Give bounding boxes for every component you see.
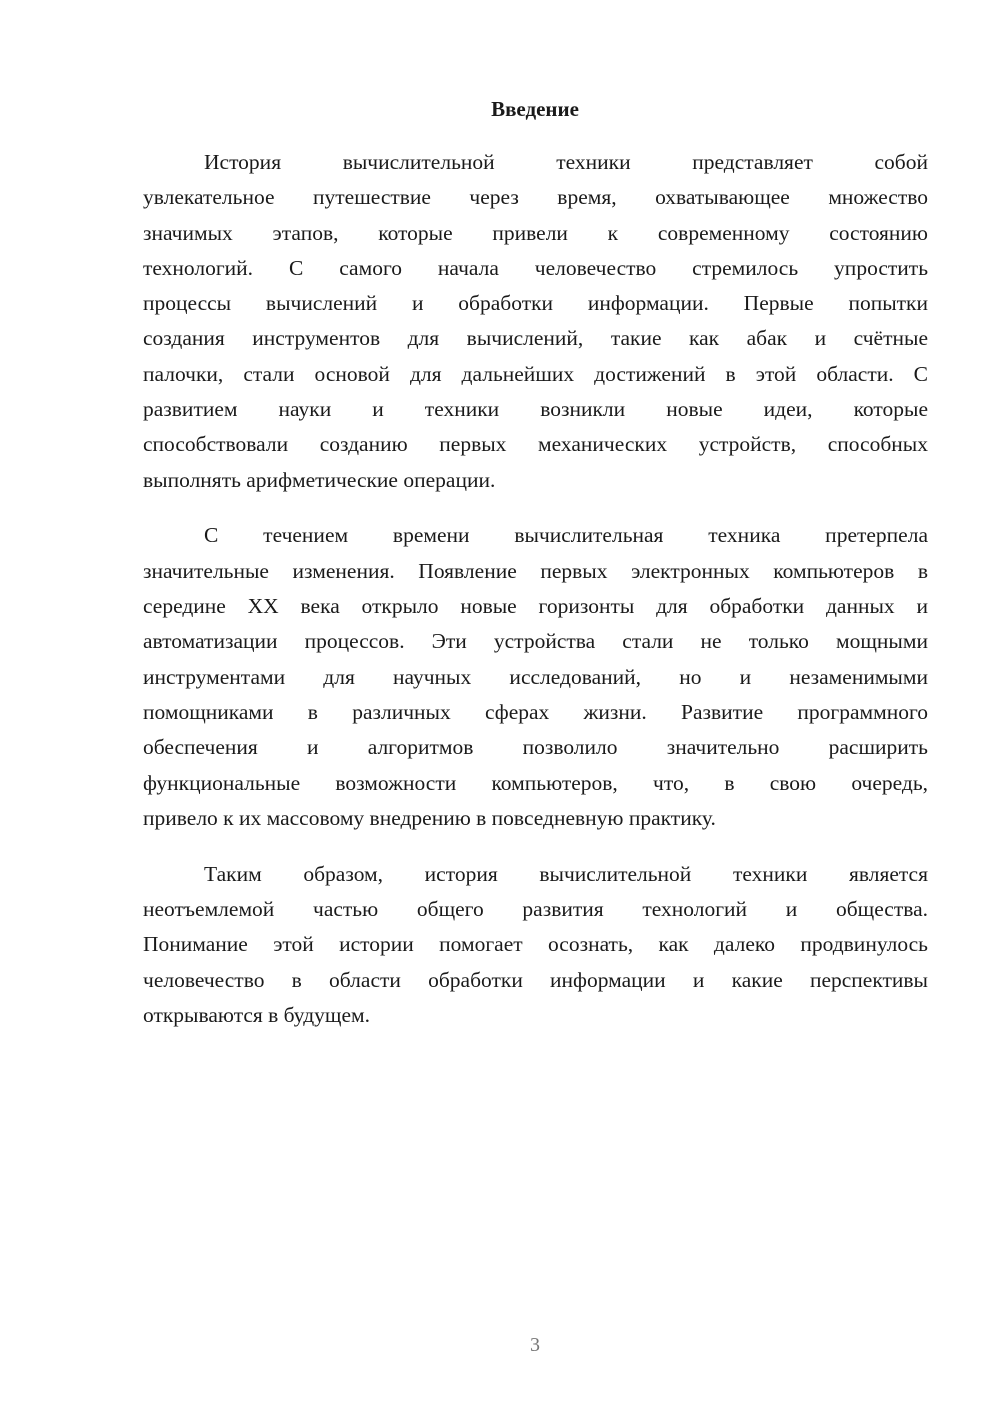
paragraph-line: середине XX века открыло новые горизонты для обработки данных и bbox=[143, 594, 928, 619]
paragraph-line: помощниками в различных сферах жизни. Развитие программного bbox=[143, 699, 928, 724]
paragraph-line: инструментами для научных исследований, но и незаменимыми bbox=[143, 664, 928, 689]
paragraph bbox=[143, 857, 928, 1033]
paragraph-line: автоматизации процессов. Эти устройства стали не только мощными bbox=[143, 629, 928, 654]
paragraph-line: процессы вычислений и обработки информации. Первые попытки bbox=[143, 291, 928, 316]
paragraph-line: История вычислительной техники представляет собой bbox=[204, 150, 928, 174]
paragraph-line: значительные изменения. Появление первых электронных компьютеров в bbox=[143, 558, 928, 583]
paragraph-line: функциональные возможности компьютеров, что, в свою очередь, bbox=[143, 770, 928, 795]
paragraph-line: человечество в области обработки информации и какие перспективы bbox=[143, 967, 928, 992]
paragraph-line: Таким образом, история вычислительной техники является bbox=[204, 861, 928, 886]
paragraph-line: технологий. С самого начала человечество стремилось упростить bbox=[143, 255, 928, 280]
paragraph-line: обеспечения и алгоритмов позволило значительно расширить bbox=[143, 735, 928, 760]
paragraph-line: открываются в будущем. bbox=[143, 1002, 370, 1027]
paragraph-line: привело к их массовому внедрению в повседневную практику. bbox=[143, 805, 716, 830]
section-title: Введение bbox=[491, 97, 579, 121]
paragraph-line: Понимание этой истории помогает осознать, как далеко продвинулось bbox=[143, 932, 928, 957]
paragraph-line: выполнять арифметические операции. bbox=[143, 467, 496, 492]
paragraph bbox=[143, 518, 928, 836]
paragraph-line: создания инструментов для вычислений, такие как абак и счётные bbox=[143, 326, 928, 351]
document-body bbox=[143, 145, 928, 1054]
paragraph-line: увлекательное путешествие через время, охватывающее множество bbox=[143, 185, 928, 210]
page-number: 3 bbox=[530, 1334, 540, 1356]
paragraph-line: палочки, стали основой для дальнейших достижений в этой области. С bbox=[143, 361, 928, 386]
paragraph-line: неотъемлемой частью общего развития технологий и общества. bbox=[143, 896, 928, 921]
paragraph-line: развитием науки и техники возникли новые идеи, которые bbox=[143, 397, 928, 422]
paragraph-line: значимых этапов, которые привели к современному состоянию bbox=[143, 220, 928, 245]
paragraph-line: способствовали созданию первых механических устройств, способных bbox=[143, 432, 928, 457]
paragraph bbox=[143, 145, 928, 498]
paragraph-line: С течением времени вычислительная техника претерпела bbox=[204, 523, 928, 548]
